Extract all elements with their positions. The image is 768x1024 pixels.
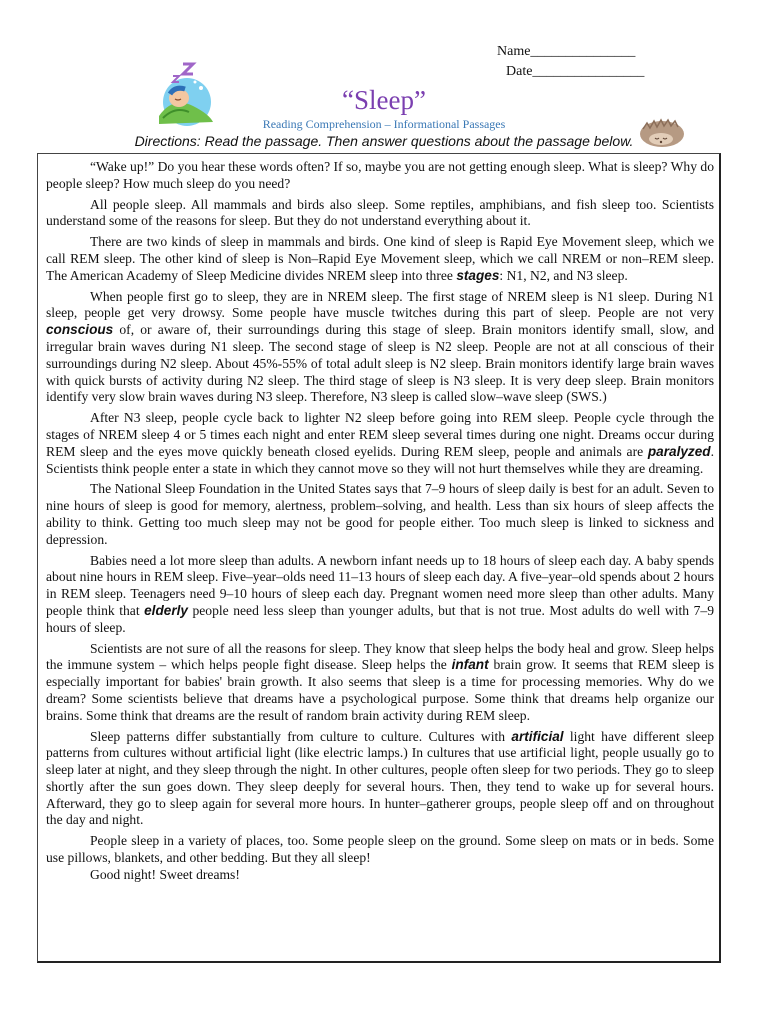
paragraph-text: of, or aware of, their surroundings during this stage of sleep. Brain monitors identify small, slow, and irregular brain waves during N1 sleep. The second stage of sleep is N2 sleep. People are not at all conscious of their surroundings during N2 sleep. About 45%-55% of total adult sleep is N2 sleep. Brain monitors identify large brain waves with quick bursts of activity during N2 sleep. The third stage of sleep is N3 sleep. It is very deep sleep. Brain monitors identify very slow brain waves during N3 sleep. Therefore, N3 sleep is called slow–wave sleep (SWS.)	[46, 322, 714, 405]
paragraph	[46, 234, 714, 284]
passage-text	[46, 159, 714, 884]
paragraph: The National Sleep Foundation in the United States says that 7–9 hours of sleep daily is best for an adult. Seven to nine hours of sleep is good for memory, alertness, problem–solving, and health. Less than six hours of sleep affects the ability to think. Getting too much sleep may not be good for people either. Too much sleep is linked to sickness and depression.	[46, 481, 714, 547]
paragraph: All people sleep. All mammals and birds also sleep. Some reptiles, amphibians, and fish sleep too. Scientists understand some of the reasons for sleep. But they do not understand everything about it.	[46, 196, 714, 229]
vocabulary-word: infant	[451, 657, 489, 673]
paragraph	[46, 553, 714, 637]
paragraph	[46, 641, 714, 725]
vocabulary-word: elderly	[144, 602, 188, 618]
paragraph-text: Scientists are not sure of all the reasons for sleep. They know that sleep helps the body heal and grow. Sleep helps the immune system – which helps people fight disease. Sleep helps the	[46, 640, 714, 673]
paragraph	[46, 729, 714, 830]
paragraph-text: After N3 sleep, people cycle back to lighter N2 sleep before going into REM sleep. People cycle through the stages of NREM sleep 4 or 5 times each night and enter REM sleep several times during one night. Dreams occur during REM sleep and the eyes move quickly beneath closed eyelids. During REM sleep, people and animals are	[46, 410, 714, 459]
paragraph-text: Babies need a lot more sleep than adults. A newborn infant needs up to 18 hours of sleep each day. A baby spends about nine hours in REM sleep. Five–year–olds need 11–13 hours of sleep each day. A five–year–old spends about 2 hours in REM sleep. Teenagers need 9–10 hours of sleep each day. Pregnant women need more sleep than other adults. Many people think that	[46, 552, 714, 618]
vocabulary-word: conscious	[46, 322, 114, 338]
paragraph-text: Sleep patterns differ substantially from culture to culture. Cultures with	[90, 728, 512, 744]
paragraph-text: There are two kinds of sleep in mammals and birds. One kind of sleep is Rapid Eye Movement sleep, which we call REM sleep. The other kind of sleep is Non–Rapid Eye Movement sleep, which we call NREM or non–REM sleep. The American Academy of Sleep Medicine divides NREM sleep into three	[46, 234, 714, 283]
date-field[interactable]: Date________________	[506, 64, 645, 79]
page-title: “Sleep”	[342, 85, 426, 115]
paragraph	[46, 410, 714, 477]
paragraph: “Wake up!” Do you hear these words often? If so, maybe you are not getting enough sleep. What is sleep? Why do people sleep? How much sleep do you need?	[46, 159, 714, 191]
vocabulary-word: artificial	[511, 728, 564, 744]
paragraph-text: light have different sleep patterns from cultures without artificial light (like electric lamps.) In cultures that use artificial light, people usually go to sleep later at night, and they sleep through the night. In other cultures, people often sleep for two periods. They go to sleep shortly after the sun goes down. They sleep deeply for several hours. Then, they tend to wake up for several hours. Afterward, they go to sleep again for several more hours. In hunter–gatherer groups, people sleep off and on throughout the day and night.	[46, 728, 714, 828]
sleeping-hedgehog-icon	[637, 115, 687, 154]
directions-text: Directions: Read the passage. Then answer questions about the passage below.	[134, 133, 634, 149]
paragraph: People sleep in a variety of places, too. Some people sleep on the ground. Some sleep on mats or in beds. Some use pillows, blankets, and other bedding. But they all sleep!	[46, 833, 714, 866]
page-subtitle: Reading Comprehension – Informational Passages	[262, 117, 506, 131]
paragraph	[46, 289, 714, 407]
paragraph-text: : N1, N2, and N3 sleep.	[499, 267, 628, 283]
vocabulary-word: stages	[456, 267, 500, 283]
vocabulary-word: paralyzed	[647, 443, 711, 459]
paragraph-text: . Scientists think people enter a state in which they cannot move so they will not hurt themselves while they are dreaming.	[46, 443, 714, 476]
paragraph-text: brain grow. It seems that REM sleep is especially important for babies' brain growth. It also seems that sleep is a time for processing memories. Why do we dream? Some scientists believe that dreams have a psychological purpose. Some think that dreams help organize our brains. Some think that dreams are the result of random brain activity during REM sleep.	[46, 657, 714, 723]
worksheet-header	[0, 0, 768, 150]
name-field[interactable]: Name_______________	[497, 44, 636, 59]
paragraph-text: people need less sleep than younger adults, but that is not true. Most adults do well with 7–9 hours of sleep.	[46, 602, 714, 635]
closing-line: Good night! Sweet dreams!	[90, 866, 240, 882]
paragraph-text: When people first go to sleep, they are in NREM sleep. The first stage of NREM sleep is N1 sleep. During N1 sleep, people get very drowsy. Some people have muscle twitches during this part of sleep. People are not very	[46, 288, 714, 321]
